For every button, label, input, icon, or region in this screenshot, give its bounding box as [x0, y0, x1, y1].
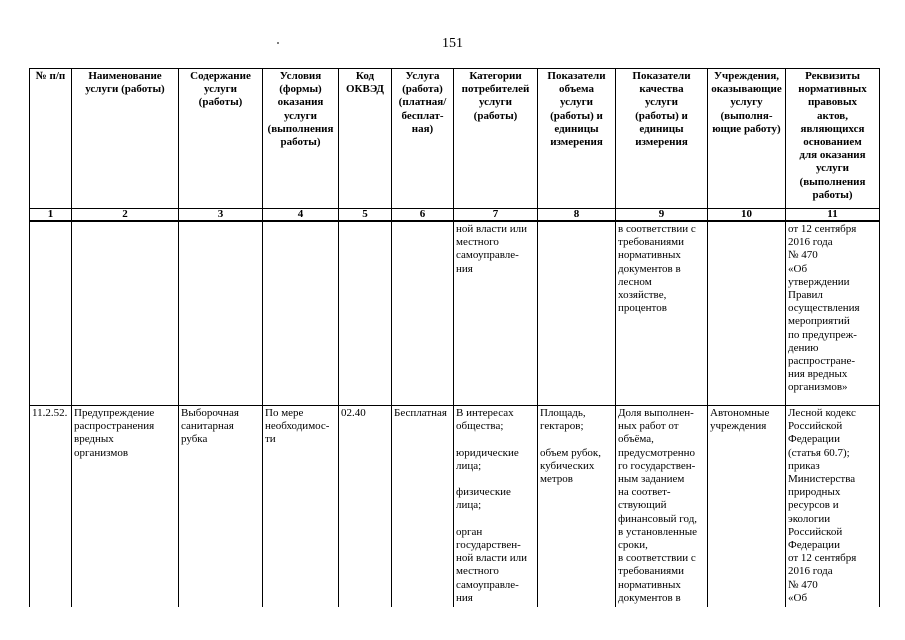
table-cell-line: ния — [456, 591, 473, 604]
header-cell-line: услуги — [283, 109, 318, 122]
header-cell-col-11 — [786, 69, 880, 209]
header-cell-line: (работа) — [402, 83, 443, 96]
table-cell-col-9 — [616, 221, 708, 406]
table-cell-line: ным заданием — [618, 473, 685, 486]
column-number-3: 3 — [179, 209, 263, 222]
table-cell-line: Автономные — [710, 407, 770, 419]
header-cell-line: услугу — [730, 96, 763, 109]
column-number-8: 8 — [538, 209, 616, 222]
header-cell-line: правовых — [807, 96, 858, 109]
header-cell-line: (формы) — [279, 83, 322, 96]
table-cell-line: По мере — [265, 407, 304, 419]
table-row — [30, 221, 880, 406]
table-cell-line: Российской — [788, 525, 843, 538]
table-cell-line: рубка — [181, 433, 208, 446]
table-cell-line: 11.2.52. — [32, 407, 68, 419]
header-cell-line: услуги — [203, 83, 238, 96]
table-cell-line: орган — [456, 525, 483, 538]
table-cell-line: Федерации — [788, 539, 840, 552]
table-cell-line: дению — [788, 341, 819, 354]
table-cell-line: Лесной кодекс — [788, 407, 856, 419]
table-cell-line: требованиями — [618, 236, 685, 249]
header-cell-col-8 — [538, 69, 616, 209]
header-cell-line: измерения — [550, 136, 603, 149]
table-cell-line: мероприятий — [788, 315, 850, 328]
table-cell-col-10 — [708, 406, 786, 608]
table-cell-col-6 — [392, 406, 454, 608]
table-cell-line: кубических — [540, 459, 595, 472]
table-cell-line: № 470 — [788, 578, 818, 591]
table-cell-line: природных — [788, 486, 841, 499]
table-cell-line: Предупреждение — [74, 407, 155, 419]
header-cell-line: услуги (работы) — [85, 83, 165, 96]
table-cell-line: «Об — [788, 262, 808, 275]
table-cell-line: документов в — [618, 591, 681, 604]
header-cell-line: актов, — [816, 109, 848, 122]
table-cell-line: № 470 — [788, 249, 818, 262]
table-cell-line: требованиями — [618, 565, 685, 578]
table-cell-line: предусмотренно — [618, 446, 696, 459]
header-cell-col-5 — [339, 69, 392, 209]
table-cell-line: распростране- — [788, 355, 856, 368]
column-number-4: 4 — [263, 209, 339, 222]
header-cell-line: основанием — [803, 136, 862, 149]
header-cell-line: ющие работу) — [712, 122, 781, 135]
table-cell-line: хозяйстве, — [618, 289, 667, 302]
header-cell-col-6 — [392, 69, 454, 209]
table-cell-line: нормативных — [618, 578, 681, 591]
table-cell-line: ния — [456, 262, 473, 275]
header-cell-line: (работы) и — [550, 109, 603, 122]
table-cell-line: осуществления — [788, 302, 860, 315]
table-cell-line: ной власти или — [456, 552, 528, 565]
table-cell-line: общества; — [456, 420, 504, 433]
table-cell-line: лица; — [456, 499, 482, 512]
table-cell-col-9 — [616, 406, 708, 608]
table-cell-line: го государствен- — [618, 459, 696, 472]
header-cell-line: Условия — [279, 70, 322, 82]
table-cell-line — [540, 433, 613, 446]
table-cell-line: Площадь, — [540, 407, 586, 419]
table-cell-line: физические — [456, 486, 511, 499]
table-cell-line: самоуправле- — [456, 249, 519, 262]
table-cell-col-6 — [392, 221, 454, 406]
table-cell-col-11 — [786, 406, 880, 608]
table-cell-line: объёма, — [618, 433, 654, 446]
header-cell-line: объема — [559, 83, 594, 96]
table-cell-col-7 — [454, 406, 538, 608]
table-cell-col-4 — [263, 406, 339, 608]
table-cell-line: ной власти или — [456, 223, 528, 235]
table-cell-col-10 — [708, 221, 786, 406]
table-cell-line — [456, 473, 535, 486]
table-cell-line: Выборочная — [181, 407, 239, 419]
table-cell-col-8 — [538, 406, 616, 608]
header-cell-line: ная) — [411, 122, 434, 135]
table-cell-line: утверждении — [788, 275, 850, 288]
header-cell-line: Реквизиты — [805, 70, 860, 82]
column-number-11: 11 — [786, 209, 880, 222]
table-cell-line: ти — [265, 433, 276, 446]
header-cell-col-2 — [72, 69, 179, 209]
table-cell-line: приказ — [788, 459, 820, 472]
table-cell-col-2 — [72, 406, 179, 608]
table-cell-line: 2016 года — [788, 236, 833, 249]
header-cell-line: (выполнения — [267, 122, 334, 135]
table-cell-line: в соответствии с — [618, 223, 696, 235]
header-row — [30, 69, 880, 209]
header-cell-line: услуги — [644, 96, 679, 109]
header-cell-line: № п/п — [35, 70, 66, 82]
table-cell-line: В интересах — [456, 407, 514, 419]
table-cell-line: Доля выполнен- — [618, 407, 694, 419]
services-table — [29, 68, 880, 607]
column-number-6: 6 — [392, 209, 454, 222]
table-cell-line: Министерства — [788, 473, 856, 486]
table-cell-col-8 — [538, 221, 616, 406]
header-cell-line: работы) — [280, 136, 321, 149]
table-cell-line: местного — [456, 236, 499, 249]
header-cell-line: ОКВЭД — [346, 83, 384, 96]
table-cell-col-4 — [263, 221, 339, 406]
table-cell-line: документов в — [618, 262, 681, 275]
table-cell-line: объем рубок, — [540, 446, 602, 459]
table-cell-line: распространения — [74, 420, 155, 433]
table-cell-line: учреждения — [710, 420, 767, 433]
table-cell-line: в установленные — [618, 525, 698, 538]
table-cell-line: Правил — [788, 289, 823, 302]
header-cell-col-7 — [454, 69, 538, 209]
header-cell-col-10 — [708, 69, 786, 209]
header-cell-line: измерения — [635, 136, 688, 149]
table-cell-line: процентов — [618, 302, 667, 315]
header-cell-line: качества — [639, 83, 684, 96]
table-row — [30, 406, 880, 608]
table-cell-line: самоуправле- — [456, 578, 519, 591]
table-cell-line: ния вредных — [788, 368, 848, 381]
header-cell-line: оказывающие — [711, 83, 782, 96]
header-cell-line: (работы) — [473, 109, 518, 122]
header-cell-line: Показатели — [632, 70, 691, 82]
column-number-9: 9 — [616, 209, 708, 222]
header-cell-line: (работы) — [198, 96, 243, 109]
table-cell-line: финансовый год, — [618, 512, 698, 525]
header-cell-line: Содержание — [190, 70, 251, 82]
table-cell-line: организмов» — [788, 381, 848, 394]
header-cell-line: (выполня- — [720, 109, 773, 122]
header-cell-line: Показатели — [547, 70, 606, 82]
header-cell-line: бесплат- — [401, 109, 444, 122]
table-cell-line: необходимос- — [265, 420, 330, 433]
table-cell-line: в соответствии с — [618, 552, 696, 565]
header-cell-col-9 — [616, 69, 708, 209]
table-cell-col-3 — [179, 221, 263, 406]
column-number-row — [30, 209, 880, 222]
table-cell-line: метров — [540, 473, 573, 485]
table-cell-line: вредных — [74, 433, 114, 446]
table-cell-col-11 — [786, 221, 880, 406]
header-cell-line: нормативных — [798, 83, 867, 96]
table-cell-line: ствующий — [618, 499, 667, 512]
header-cell-line: Код — [355, 70, 375, 82]
table-cell-line: сроки, — [618, 539, 648, 552]
table-cell-line: «Об — [788, 591, 808, 604]
column-number-7: 7 — [454, 209, 538, 222]
table-cell-col-3 — [179, 406, 263, 608]
table-cell-line: (статья 60.7); — [788, 446, 850, 459]
header-cell-col-4 — [263, 69, 339, 209]
scan-speck — [277, 42, 279, 44]
table-cell-col-5 — [339, 221, 392, 406]
header-cell-col-3 — [179, 69, 263, 209]
table-cell-line: ресурсов и — [788, 499, 839, 512]
table-cell-line: по предупреж- — [788, 328, 857, 341]
table-cell-line — [456, 513, 535, 526]
header-cell-line: (платная/ — [398, 96, 447, 109]
header-cell-line: работы) — [812, 188, 853, 201]
table-cell-line: ных работ от — [618, 420, 679, 433]
header-cell-line: являющихся — [800, 122, 865, 135]
header-cell-col-1 — [30, 69, 72, 209]
column-number-10: 10 — [708, 209, 786, 222]
header-cell-line: единицы — [554, 122, 599, 135]
table-cell-line: юридические — [456, 446, 519, 459]
table-cell-line: экологии — [788, 512, 831, 525]
table-cell-line: лесном — [618, 275, 652, 288]
table-cell-col-2 — [72, 221, 179, 406]
table-cell-line: 02.40 — [341, 407, 366, 419]
table-cell-line: гектаров; — [540, 420, 584, 433]
header-cell-line: Учреждения, — [713, 70, 780, 82]
table-cell-line: Российской — [788, 420, 843, 433]
header-cell-line: потребителей — [461, 83, 530, 96]
table-cell-line: санитарная — [181, 420, 234, 433]
column-number-5: 5 — [339, 209, 392, 222]
header-cell-line: услуги — [815, 162, 850, 175]
table-cell-line: от 12 сентября — [788, 552, 857, 565]
table-cell-line: организмов — [74, 446, 129, 459]
page-number: 151 — [442, 36, 463, 51]
header-cell-line: для оказания — [799, 149, 866, 162]
table-cell-line: нормативных — [618, 249, 681, 262]
header-cell-line: Услуга — [405, 70, 440, 82]
table-cell-line — [456, 433, 535, 446]
table-cell-line: 2016 года — [788, 565, 833, 578]
header-cell-line: оказания — [277, 96, 324, 109]
column-number-2: 2 — [72, 209, 179, 222]
table-cell-line: от 12 сентября — [788, 223, 857, 235]
table-cell-line: на соответ- — [618, 486, 671, 499]
header-cell-line: (выполнения — [799, 175, 866, 188]
header-cell-line: (работы) и — [635, 109, 688, 122]
table-cell-col-5 — [339, 406, 392, 608]
table-cell-col-7 — [454, 221, 538, 406]
table-cell-line: местного — [456, 565, 499, 578]
table-cell-col-1 — [30, 406, 72, 608]
header-cell-line: единицы — [639, 122, 684, 135]
header-cell-line: Наименование — [88, 70, 162, 82]
table-cell-line: Федерации — [788, 433, 840, 446]
header-cell-line: услуги — [559, 96, 594, 109]
column-number-1: 1 — [30, 209, 72, 222]
table-cell-line: лица; — [456, 459, 482, 472]
table-cell-col-1 — [30, 221, 72, 406]
header-cell-line: услуги — [478, 96, 513, 109]
table-cell-line: государствен- — [456, 538, 521, 551]
table-cell-line: Бесплатная — [394, 407, 447, 419]
header-cell-line: Категории — [469, 70, 522, 82]
